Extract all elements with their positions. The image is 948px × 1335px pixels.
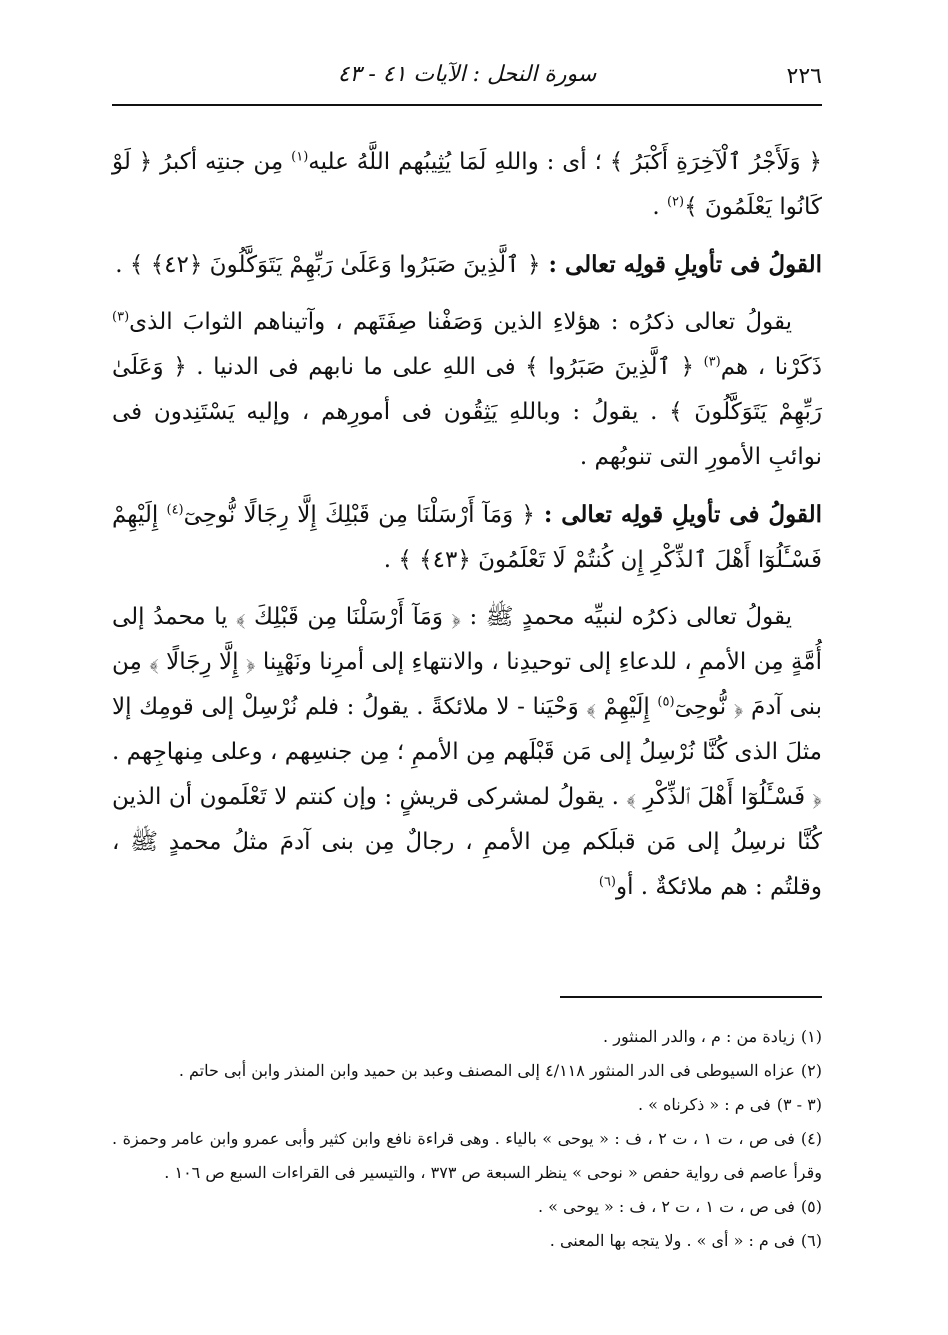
footnote-number: (٣ - ٣) (776, 1095, 822, 1114)
footnotes (112, 1020, 822, 1258)
footnote-ref-3-open: (٣) (112, 309, 130, 325)
footnote-6 (112, 1224, 822, 1258)
verse-43-part-1: ﴿ وَمَآ أَرْسَلْنَا مِن قَبْلِكَ إِلَّا رِجَالًا نُّوحِىٓ (183, 502, 535, 528)
footnote-5 (112, 1190, 822, 1224)
footnote-number: (٤) (800, 1129, 823, 1148)
footnote-number: (٦) (800, 1231, 822, 1250)
heading-label: القولُ فى تأويلِ قولِه تعالى : (534, 501, 823, 528)
verse-43-part-2: إِلَيْهِمْ فَسْـَٔلُوٓا أَهْلَ ٱلذِّكْرِ إِن كُنتُمْ لَا تَعْلَمُونَ ﴿٤٣﴾ ﴾ . (112, 502, 822, 573)
footnote-4 (112, 1122, 822, 1190)
footnote-ref-6: (٦) (598, 874, 616, 890)
footnote-ref-2: (٢) (666, 194, 685, 210)
footnote-2 (112, 1054, 822, 1088)
header-divider (112, 104, 822, 106)
section-heading-43 (112, 492, 822, 583)
heading-label: القولُ فى تأويلِ قولِه تعالى : (540, 251, 822, 278)
text-run: ﴿ ٱلَّذِينَ صَبَرُوا ﴾ فى اللهِ على ما نابهم فى الدنيا . ﴿ وَعَلَىٰ رَبِّهِمْ يَتَوَكَّلُونَ ﴾ . يقولُ : وباللهِ يَثِقُون فى أمورِهم ، وإليه يَسْتَنِدون فى نوائبِ الأمورِ التى تنوبُهم . (112, 354, 822, 470)
footnote-ref-4: (٤) (166, 502, 184, 518)
verse-42: ﴿ ٱلَّذِينَ صَبَرُوا وَعَلَىٰ رَبِّهِمْ يَتَوَكَّلُونَ ﴿٤٢﴾ ﴾ . (115, 252, 541, 278)
text-run: يقولُ تعالى ذكرُه لنبيِّه محمدٍ ﷺ : ﴿ وَمَآ أَرْسَلْنَا مِن قَبْلِكَ ﴾ يا محمدُ إلى أُمَّةٍ مِن الأممِ ، للدعاءِ إلى توحيدِنا ، والانتهاءِ إلى أمرِنا ونَهْيِنا ﴿ إِلَّا رِجَالًا ﴾ مِن بنى آدمَ ﴿ نُّوحِىٓ (112, 604, 822, 720)
main-text (112, 140, 822, 922)
footnote-3 (112, 1088, 822, 1122)
section-heading-42 (112, 242, 822, 288)
footnote-ref-5: (٥) (657, 694, 675, 710)
text-run: إِلَيْهِمْ ﴾ وَحْيَنا - لا ملائكةً . يقولُ : فلم نُرْسِلْ إلى قومِك إلا مثلَ الذى كُنَّا نُرْسِلُ إلى مَن قَبْلَهم مِن الأممِ ؛ مِن جنسِهم ، وعلى مِنهاجِهم . ﴿ فَسْـَٔلُوٓا أَهْلَ ٱلذِّكْرِ ﴾ . يقولُ لمشركى قريشٍ : وإن كنتم لا تَعْلَمون أن الذين كُنَّا نرسِلُ إلى مَن قبلَكم مِن الأممِ ، رجالٌ مِن بنى آدمَ مثلُ محمدٍ ﷺ ، وقلتُم : هم ملائكةٌ . أو (112, 694, 822, 900)
footnote-text: زيادة من : م ، والدر المنثور . (603, 1027, 795, 1046)
running-title: سورة النحل : الآيات ٤١ - ٤٣ (337, 62, 597, 87)
footnote-number: (٢) (800, 1061, 822, 1080)
paragraph-3 (112, 595, 822, 910)
footnote-text: فى ص ، ت ١ ، ت ٢ ، ف : « يوحى » . (537, 1197, 795, 1216)
text-run: يقولُ تعالى ذكرُه : هؤلاءِ الذين وَصَفْنا صِفَتَهم ، وآتيناهم الثوابَ الذى (129, 309, 792, 335)
paragraph-2 (112, 300, 822, 480)
footnote-ref-1: (١) (291, 149, 309, 165)
footnote-divider (560, 996, 822, 998)
footnote-ref-3-close: (٣) (703, 354, 721, 370)
text-run: ذَكَرْنا ، هم (720, 354, 822, 380)
page-number: ٢٢٦ (786, 64, 822, 89)
paragraph-1 (112, 140, 822, 230)
footnote-text: فى ص ، ت ١ ، ت ٢ ، ف : « يوحى » بالياء . وهى قراءة نافع وابن كثير وأبى عمرو وابن عامر وحمزة . وقرأ عاصم فى رواية حفص « نوحى » ينظر السبعة ص ٣٧٣ ، والتيسير فى القراءات السبع ص ١٠٦ . (112, 1129, 822, 1182)
text-run: ﴿ وَلَأَجْرُ ٱلْآخِرَةِ أَكْبَرُ ﴾ ؛ أى : واللهِ لَمَا يُثِيبُهم اللَّهُ عليه (308, 149, 823, 175)
footnote-text: فى م : « ذكرناه » . (637, 1095, 771, 1114)
page-header (112, 56, 822, 106)
footnote-1 (112, 1020, 822, 1054)
footnote-number: (١) (800, 1027, 822, 1046)
text-run: . (652, 194, 667, 220)
footnote-text: فى م : « أى » . ولا يتجه بها المعنى . (549, 1231, 795, 1250)
footnote-number: (٥) (800, 1197, 822, 1216)
footnote-text: عزاه السيوطى فى الدر المنثور ٤/١١٨ إلى المصنف وعبد بن حميد وابن المنذر وابن أبى حاتم . (178, 1061, 795, 1080)
text-run: مِن جنتِه أكبرُ ﴿ لَوْ كَانُوا يَعْلَمُونَ ﴾ (112, 149, 822, 220)
